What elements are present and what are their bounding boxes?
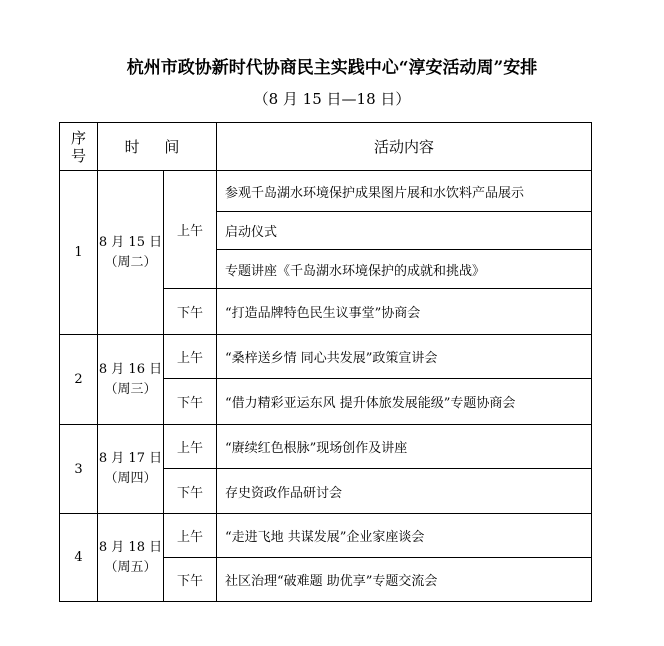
activity-item: 专题讲座《千岛湖水环境保护的成就和挑战》: [217, 250, 592, 289]
page-title: 杭州市政协新时代协商民主实践中心“淳安活动周”安排: [126, 58, 538, 78]
day-date: 8 月 15 日: [98, 234, 163, 250]
day-number: 1: [60, 171, 98, 335]
table-header-row: [60, 123, 592, 171]
activity-item: “借力精彩亚运东风 提升体旅发展能级”专题协商会: [217, 379, 592, 425]
day-date: 8 月 17 日: [98, 451, 163, 466]
day-date-cell: [98, 171, 164, 335]
activity-item: 存史资政作品研讨会: [217, 469, 592, 514]
activity-item: “走进飞地 共谋发展”企业家座谈会: [217, 514, 592, 558]
day-date-cell: [98, 425, 164, 514]
activity-item: “赓续红色根脉”现场创作及讲座: [217, 425, 592, 469]
am-label: 上午: [164, 514, 217, 558]
day-weekday: （周五）: [104, 559, 157, 575]
table-row: [60, 171, 592, 212]
pm-label: 下午: [164, 469, 217, 514]
header-time: 时 间: [98, 123, 217, 171]
day-date: 8 月 16 日: [98, 361, 163, 377]
day-weekday: （周四）: [104, 471, 157, 486]
activity-item: “打造品牌特色民生议事堂”协商会: [217, 289, 592, 335]
activity-item: 启动仪式: [217, 212, 592, 250]
day-number: 4: [60, 514, 98, 602]
pm-label: 下午: [164, 558, 217, 602]
day-number: 3: [60, 425, 98, 514]
header-number: [60, 123, 98, 171]
table-row: [60, 514, 592, 558]
day-weekday: （周三）: [104, 381, 157, 397]
pm-label: 下午: [164, 379, 217, 425]
am-label: 上午: [164, 171, 217, 289]
schedule-table: [59, 122, 592, 602]
activity-item: “桑梓送乡情 同心共发展”政策宣讲会: [217, 335, 592, 379]
day-date-cell: [98, 514, 164, 602]
am-label: 上午: [164, 335, 217, 379]
am-label: 上午: [164, 425, 217, 469]
day-date-cell: [98, 335, 164, 425]
day-weekday: （周二）: [104, 254, 157, 270]
header-content: 活动内容: [217, 123, 592, 171]
header-number-line1: 序: [70, 128, 86, 147]
table-row: [60, 335, 592, 379]
table-row: [60, 425, 592, 469]
header-number-line2: 号: [70, 146, 86, 165]
day-number: 2: [60, 335, 98, 425]
day-date: 8 月 18 日: [98, 539, 163, 555]
activity-item: 参观千岛湖水环境保护成果图片展和水饮料产品展示: [217, 171, 592, 212]
activity-item: 社区治理“破难题 助优享”专题交流会: [217, 558, 592, 602]
pm-label: 下午: [164, 289, 217, 335]
date-range-subtitle: （8 月 15 日—18 日）: [253, 90, 411, 108]
